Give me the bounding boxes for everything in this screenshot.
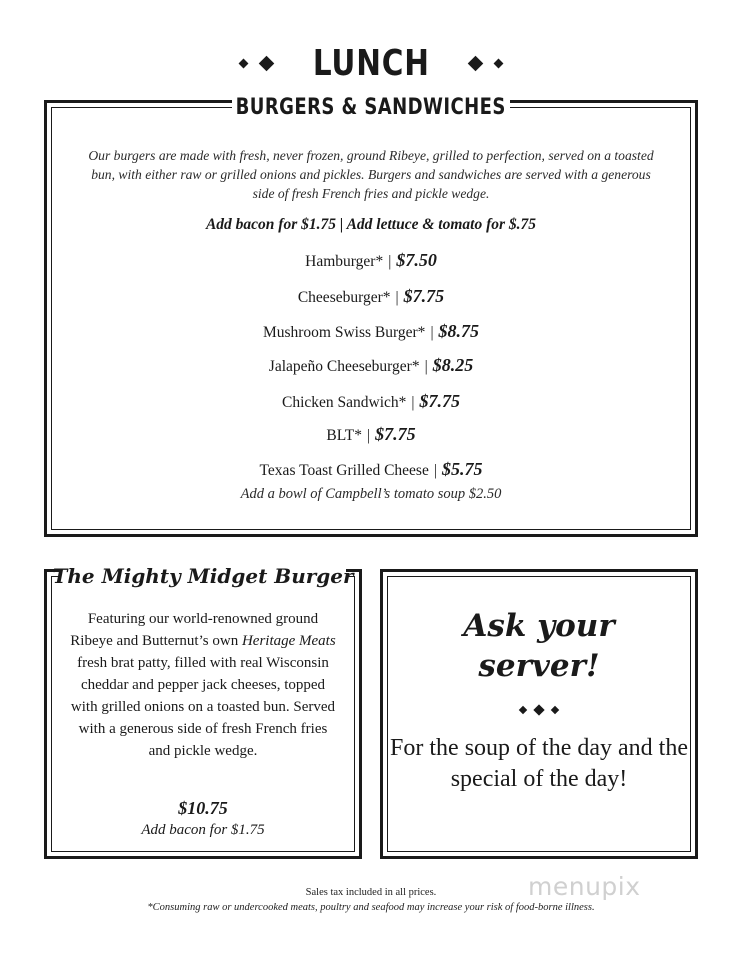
- item-price: $7.75: [419, 391, 461, 411]
- addons-note: Add bacon for $1.75 | Add lettuce & tomato for $.75: [205, 216, 537, 233]
- item-name: Jalapeño Cheeseburger*: [268, 358, 420, 375]
- price-separator: |: [411, 394, 415, 411]
- ask-server-description: For the soup of the day and the special of the day!: [390, 735, 688, 792]
- diamond-icon: [519, 706, 527, 714]
- diamond-icon: [494, 58, 504, 68]
- diamond-icon: [468, 55, 484, 71]
- menupix-watermark: menupix: [528, 872, 641, 901]
- diamond-icon: [238, 58, 248, 68]
- price-separator: |: [424, 358, 428, 375]
- soup-addon-note: Add a bowl of Campbell’s tomato soup $2.50: [240, 486, 502, 502]
- price-separator: |: [430, 324, 434, 341]
- item-name: BLT*: [326, 427, 362, 444]
- item-name: Mushroom Swiss Burger*: [262, 324, 426, 341]
- description-text: Featuring our world-renowned ground Ribeye and Butternut’s own: [70, 611, 319, 649]
- description-text: fresh brat patty, filled with real Wisconsin cheddar and pepper jack cheeses, topped with grilled onions on a toasted bun. Served with a generous side of fresh French fries and pickle wedge.: [70, 655, 336, 759]
- mighty-midget-title-wrapper: [52, 560, 354, 592]
- consumption-warning: *Consuming raw or undercooked meats, poultry and seafood may increase your risk of food-borne illness.: [147, 902, 595, 913]
- price-separator: |: [395, 289, 399, 306]
- item-name: Cheeseburger*: [297, 289, 391, 306]
- menu-item: [80, 355, 662, 376]
- diamond-divider: [390, 702, 688, 718]
- menu-item: [80, 424, 662, 445]
- heritage-meats-text: Heritage Meats: [241, 633, 336, 649]
- ask-server-title-line: Ask your: [463, 608, 615, 644]
- section-title: BURGERS & SANDWICHES: [235, 94, 507, 120]
- ask-server-title-line: server!: [478, 648, 600, 684]
- item-name: Hamburger*: [305, 253, 384, 270]
- item-price: $5.75: [441, 459, 483, 479]
- page-header: [0, 38, 742, 88]
- diamond-icon: [551, 706, 559, 714]
- price-separator: |: [433, 462, 437, 479]
- mighty-midget-price: $10.75: [178, 798, 228, 818]
- mighty-midget-description: [66, 608, 340, 762]
- price-separator: |: [367, 427, 371, 444]
- menu-item: [80, 250, 662, 271]
- menu-item: [80, 321, 662, 342]
- menu-item: [80, 286, 662, 307]
- item-price: $8.75: [438, 321, 480, 341]
- tax-note: Sales tax included in all prices.: [305, 887, 437, 898]
- item-name: Texas Toast Grilled Cheese: [259, 462, 429, 479]
- item-name: Chicken Sandwich*: [281, 394, 407, 411]
- section-title-wrapper: [232, 90, 510, 124]
- section-intro: Our burgers are made with fresh, never frozen, ground Ribeye, grilled to perfection, served on a toasted bun, with either raw or grilled onions and pickles. Burgers and sandwiches are served with a generous side of fresh French fries and pickle wedge.: [88, 148, 654, 201]
- ask-server-title: [390, 606, 688, 686]
- diamond-icon: [533, 704, 544, 715]
- item-price: $8.25: [432, 355, 474, 375]
- menu-item: [80, 391, 662, 412]
- item-price: $7.50: [396, 250, 437, 270]
- diamond-icon: [258, 55, 274, 71]
- item-price: $7.75: [375, 424, 416, 444]
- item-price: $7.75: [403, 286, 445, 306]
- page-title: LUNCH: [312, 42, 430, 84]
- price-separator: |: [388, 253, 392, 270]
- menu-item: [80, 459, 662, 480]
- mighty-midget-title: The Mighty Midget Burger: [52, 564, 354, 588]
- mighty-midget-bacon-note: Add bacon for $1.75: [141, 822, 265, 838]
